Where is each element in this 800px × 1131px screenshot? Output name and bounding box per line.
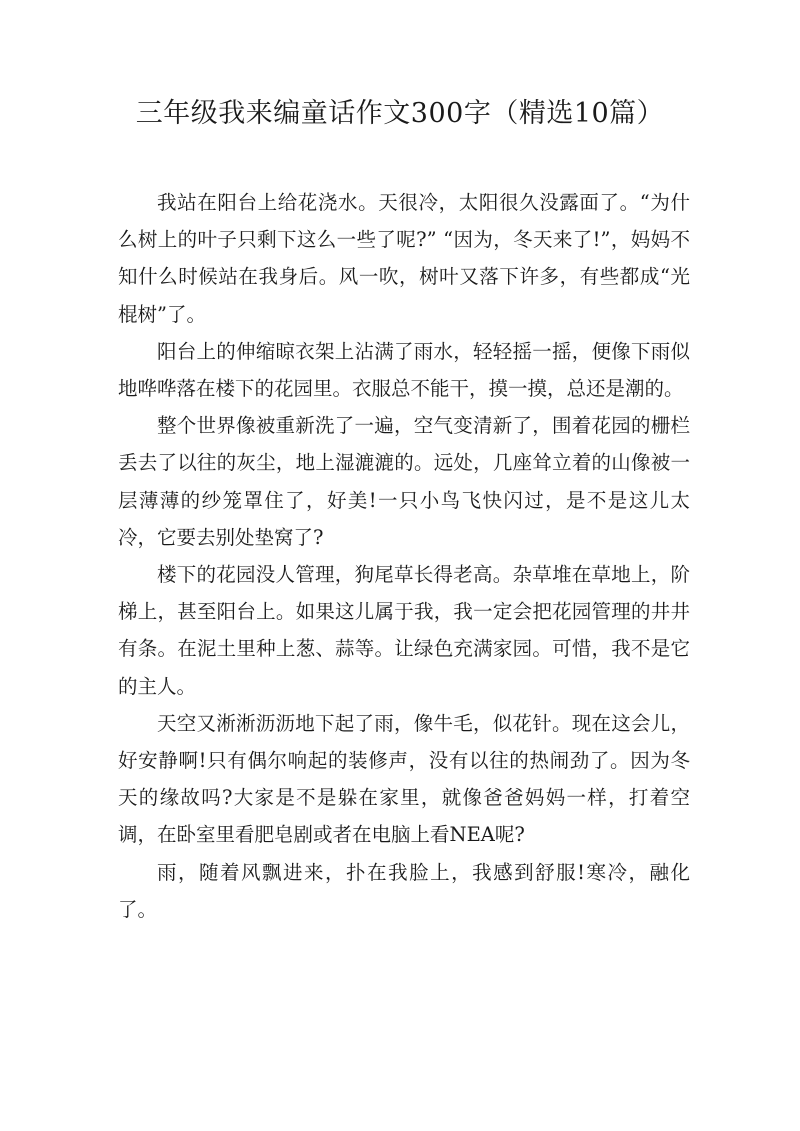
paragraph: 我站在阳台上给花浇水。天很冷，太阳很久没露面了。“为什么树上的叶子只剩下这么一些了呢?” “因为，冬天来了!”，妈妈不知什么时候站在我身后。风一吹，树叶又落下许多，有些都成“光棍树”了。 xyxy=(118,191,690,326)
document-title: 三年级我来编童话作文300字（精选10篇） xyxy=(135,98,665,129)
paragraph: 整个世界像被重新洗了一遍，空气变清新了，围着花园的栅栏丢去了以往的灰尘，地上湿漉漉的。远处，几座耸立着的山像被一层薄薄的纱笼罩住了，好美!一只小鸟飞快闪过，是不是这儿太冷，它要去别处垫窝了? xyxy=(118,414,690,549)
paragraph: 阳台上的伸缩晾衣架上沾满了雨水，轻轻摇一摇，便像下雨似地哗哗落在楼下的花园里。衣服总不能干，摸一摸，总还是潮的。 xyxy=(118,339,690,401)
document-body xyxy=(118,184,690,928)
paragraph: 天空又淅淅沥沥地下起了雨，像牛毛，似花针。现在这会儿，好安静啊!只有偶尔响起的装修声，没有以往的热闹劲了。因为冬天的缘故吗?大家是不是躲在家里，就像爸爸妈妈一样，打着空调，在卧室里看肥皂剧或者在电脑上看NEA呢? xyxy=(118,711,690,847)
paragraph: 楼下的花园没人管理，狗尾草长得老高。杂草堆在草地上，阶梯上，甚至阳台上。如果这儿属于我，我一定会把花园管理的井井有条。在泥土里种上葱、蒜等。让绿色充满家园。可惜，我不是它的主人。 xyxy=(118,563,690,698)
paragraph: 雨，随着风飘进来，扑在我脸上，我感到舒服!寒冷，融化了。 xyxy=(118,860,690,921)
